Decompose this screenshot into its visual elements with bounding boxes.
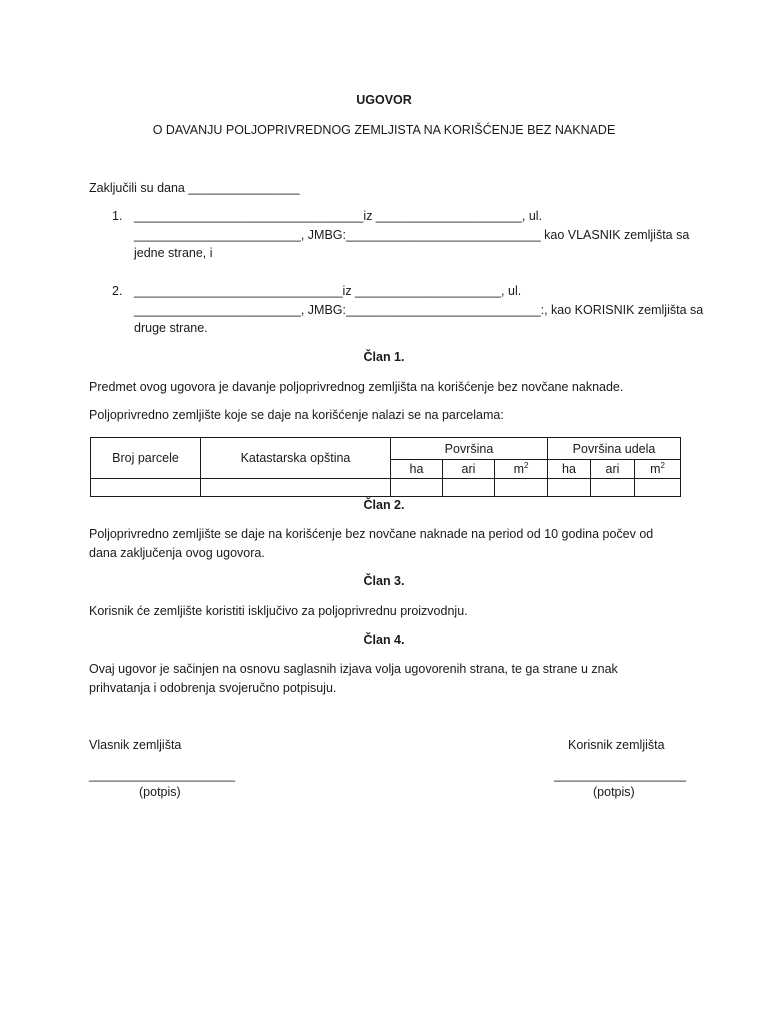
share-unit-ari: ari	[591, 460, 635, 479]
table-cell	[635, 479, 681, 497]
unit-m2	[495, 460, 548, 479]
user-signature-line: ___________________	[554, 768, 687, 782]
parcel-table	[90, 437, 681, 497]
party-2-line-2: ________________________, JMBG:____________________________:, kao KORISNIK zemljišta sa	[134, 303, 704, 317]
article-1-paragraph-1: Predmet ovog ugovora je davanje poljoprivrednog zemljišta na korišćenje bez novčane naknade.	[89, 380, 624, 394]
user-signature-caption: (potpis)	[593, 785, 635, 799]
unit-ari: ari	[443, 460, 495, 479]
owner-signature-line: _____________________	[89, 768, 235, 782]
table-cell	[548, 479, 591, 497]
header-parcel-number: Broj parcele	[91, 438, 201, 479]
party-1-line-1: _________________________________iz _____________________, ul.	[134, 209, 543, 223]
owner-signature-label: Vlasnik zemljišta	[89, 738, 182, 752]
table-cell	[391, 479, 443, 497]
article-4-line-1: Ovaj ugovor je sačinjen na osnovu saglasnih izjava volja ugovorenih strana, te ga strane u znak	[89, 662, 618, 676]
share-unit-ha: ha	[548, 460, 591, 479]
table-cell	[495, 479, 548, 497]
article-4-line-2: prihvatanja i odobrenja svojeručno potpisuju.	[89, 681, 337, 695]
article-2-line-1: Poljoprivredno zemljište se daje na korišćenje bez novčane naknade na period od 10 godina počev od	[89, 527, 654, 541]
article-3-paragraph: Korisnik će zemljište koristiti isključivo za poljoprivrednu proizvodnju.	[89, 604, 468, 618]
header-cadastral-municipality: Katastarska opština	[201, 438, 391, 479]
table-row	[91, 479, 681, 497]
conclusion-date-line: Zaključili su dana ________________	[89, 181, 300, 195]
article-2-line-2: dana zaključenja ovog ugovora.	[89, 546, 265, 560]
unit-m-text: m	[513, 462, 524, 477]
unit-m-superscript: 2	[523, 461, 529, 471]
article-1-paragraph-2: Poljoprivredno zemljište koje se daje na korišćenje nalazi se na parcelama:	[89, 408, 504, 422]
table-cell	[591, 479, 635, 497]
share-unit-m-text: m	[650, 462, 661, 477]
table-cell	[201, 479, 391, 497]
table-cell	[443, 479, 495, 497]
share-unit-m2	[635, 460, 681, 479]
article-1-heading: Član 1.	[363, 350, 405, 364]
party-1-line-2: ________________________, JMBG:____________________________ kao VLASNIK zemljišta sa	[134, 228, 690, 242]
party-1-number: 1.	[112, 209, 123, 223]
document-subtitle: O DAVANJU POLJOPRIVREDNOG ZEMLJISTA NA KORIŠĆENJE BEZ NAKNADE	[152, 123, 616, 137]
header-area: Površina	[391, 438, 548, 460]
document-title: UGOVOR	[356, 93, 412, 107]
party-2-number: 2.	[112, 284, 123, 298]
article-2-heading: Član 2.	[363, 498, 405, 512]
user-signature-label: Korisnik zemljišta	[568, 738, 665, 752]
party-2-line-1: ______________________________iz _____________________, ul.	[134, 284, 522, 298]
party-2-line-3: druge strane.	[134, 321, 208, 335]
share-unit-m-superscript: 2	[660, 461, 665, 471]
article-3-heading: Član 3.	[363, 574, 405, 588]
header-share-area: Površina udela	[548, 438, 681, 460]
table-cell	[91, 479, 201, 497]
owner-signature-caption: (potpis)	[139, 785, 181, 799]
table-header-row	[91, 438, 681, 460]
party-1-line-3: jedne strane, i	[134, 246, 213, 260]
article-4-heading: Član 4.	[363, 633, 405, 647]
unit-ha: ha	[391, 460, 443, 479]
